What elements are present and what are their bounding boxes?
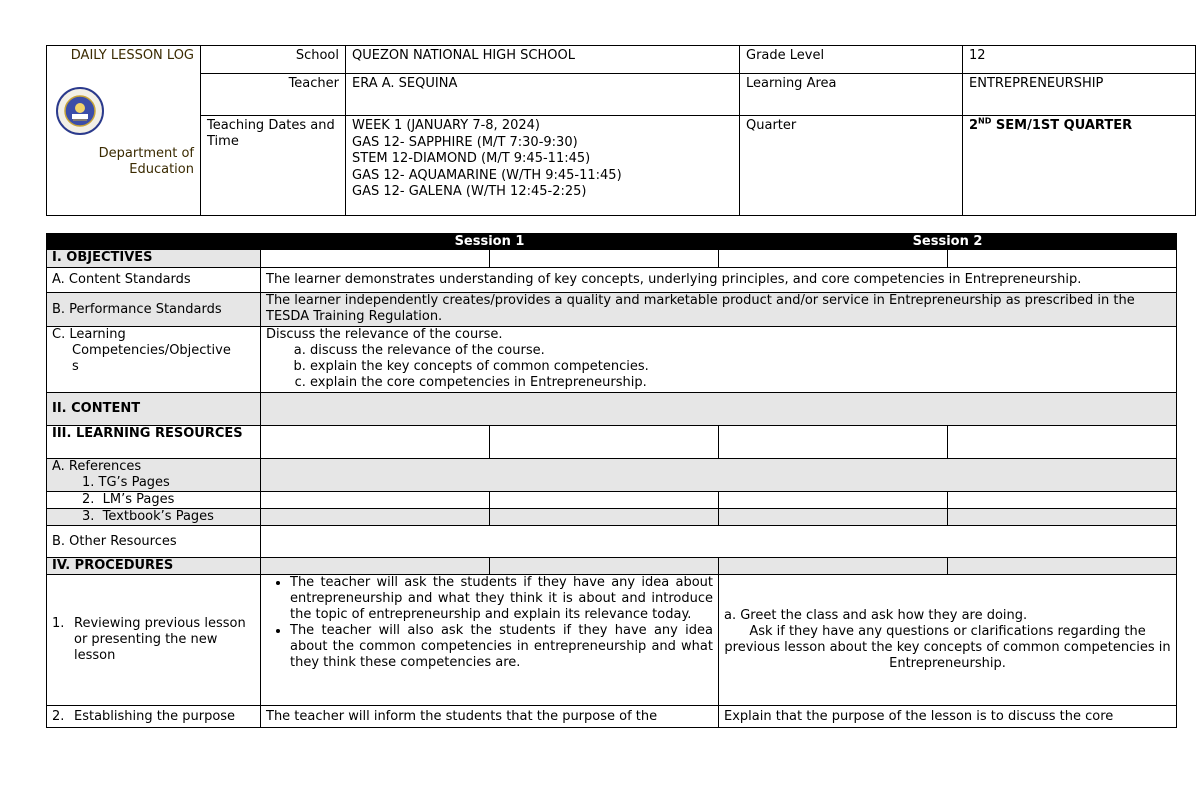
lm-pages-cell <box>47 492 261 509</box>
lesson-table <box>46 233 1177 728</box>
grade-label: Grade Level <box>740 46 963 74</box>
procedure-2-label: Establishing the purpose <box>74 708 236 724</box>
procedure-2-session-1: The teacher will inform the students that the purpose of the <box>261 706 719 728</box>
quarter-text: SEM/1ST QUARTER <box>991 118 1133 133</box>
competencies-label-line: Competencies/Objective <box>72 343 231 358</box>
references-cell <box>47 459 261 492</box>
header-table <box>46 45 1196 216</box>
competencies-intro: Discuss the relevance of the course. <box>266 327 503 342</box>
textbook-pages-label: Textbook’s Pages <box>102 509 214 524</box>
procedures-heading: IV. PROCEDURES <box>47 558 261 575</box>
procedure-1-label: Reviewing previous lesson or presenting the new lesson <box>74 616 246 663</box>
dates-line: GAS 12- AQUAMARINE (W/TH 9:45-11:45) <box>352 167 622 183</box>
area-value: ENTREPRENEURSHIP <box>963 74 1196 116</box>
objectives-heading: I. OBJECTIVES <box>47 250 261 268</box>
procedure-1-num: 1. <box>52 616 65 631</box>
procedure-1-session-1 <box>261 575 719 706</box>
procedure-1-label-cell <box>47 575 261 706</box>
other-resources-label: B. Other Resources <box>47 526 261 558</box>
teacher-value: ERA A. SEQUINA <box>346 74 740 116</box>
session-1-header: Session 1 <box>261 234 719 250</box>
performance-standards-text: The learner independently creates/provides a quality and marketable product and/or service in Entrepreneurship as prescribed in the TESDA Training Regulation. <box>261 293 1177 327</box>
procedure-2-label-cell <box>47 706 261 728</box>
quarter-value <box>963 116 1196 216</box>
dates-value <box>346 116 740 216</box>
session-header-row <box>47 234 1177 250</box>
session-2-header: Session 2 <box>719 234 1177 250</box>
procedure-1-s1-item: • The teacher will also ask the students if they have any idea about the common competencies in entrepreneurship and what they think these competencies are. <box>290 623 713 671</box>
competency-item: b. explain the key concepts of common competencies. <box>310 359 1171 375</box>
procedure-1-s1-item: • The teacher will ask the students if they have any idea about entrepreneurship and what they think it is about and introduce the topic of entrepreneurship and explain its relevance today. <box>290 575 713 623</box>
dates-line: STEM 12-DIAMOND (M/T 9:45-11:45) <box>352 151 591 166</box>
resources-heading: III. LEARNING RESOURCES <box>47 426 261 459</box>
procedure-1-session-2 <box>719 575 1177 706</box>
quarter-sup: ND <box>978 116 992 126</box>
competencies-label <box>47 327 261 393</box>
procedure-1-s2-line: a. Greet the class and ask how they are doing. <box>724 608 1028 623</box>
content-standards-label: A. Content Standards <box>47 268 261 293</box>
references-label: A. References <box>52 459 142 474</box>
tg-pages-label: 1. TG’s Pages <box>82 475 170 490</box>
lm-pages-label: LM’s Pages <box>102 492 175 507</box>
dll-title: DAILY LESSON LOG <box>70 48 194 63</box>
dates-line: GAS 12- GALENA (W/TH 12:45-2:25) <box>352 184 587 199</box>
competency-item: c. explain the core competencies in Entrepreneurship. <box>310 375 1171 391</box>
school-label: School <box>201 46 346 74</box>
dates-line: WEEK 1 (JANUARY 7-8, 2024) <box>352 118 540 133</box>
procedure-2-session-2: Explain that the purpose of the lesson is to discuss the core <box>719 706 1177 728</box>
procedure-2-num: 2. <box>52 708 65 724</box>
competencies-label-line: C. Learning <box>52 327 126 342</box>
competencies-label-line: s <box>72 359 79 374</box>
teacher-label: Teacher <box>201 74 346 116</box>
area-label: Learning Area <box>740 74 963 116</box>
dll-logo-cell <box>47 46 201 216</box>
grade-value: 12 <box>963 46 1196 74</box>
lm-num: 2. <box>82 492 95 507</box>
dates-label: Teaching Dates and Time <box>201 116 346 216</box>
competencies-text <box>261 327 1177 393</box>
school-value: QUEZON NATIONAL HIGH SCHOOL <box>346 46 740 74</box>
department-name: Department of Education <box>98 146 194 177</box>
content-standards-text: The learner demonstrates understanding of key concepts, underlying principles, and core competencies in Entrepreneurship. <box>261 268 1177 293</box>
competency-item: a. discuss the relevance of the course. <box>310 343 1171 359</box>
tb-num: 3. <box>82 509 95 524</box>
textbook-pages-cell <box>47 509 261 526</box>
procedure-1-s2-text: Ask if they have any questions or clarifications regarding the previous lesson about the key concepts of common competencies in Entrepreneurship. <box>724 624 1171 671</box>
performance-standards-label: B. Performance Standards <box>47 293 261 327</box>
quarter-num: 2 <box>969 118 979 133</box>
quarter-label: Quarter <box>740 116 963 216</box>
content-heading: II. CONTENT <box>47 393 261 426</box>
deped-seal-icon <box>55 86 105 136</box>
dates-line: GAS 12- SAPPHIRE (M/T 7:30-9:30) <box>352 134 578 150</box>
